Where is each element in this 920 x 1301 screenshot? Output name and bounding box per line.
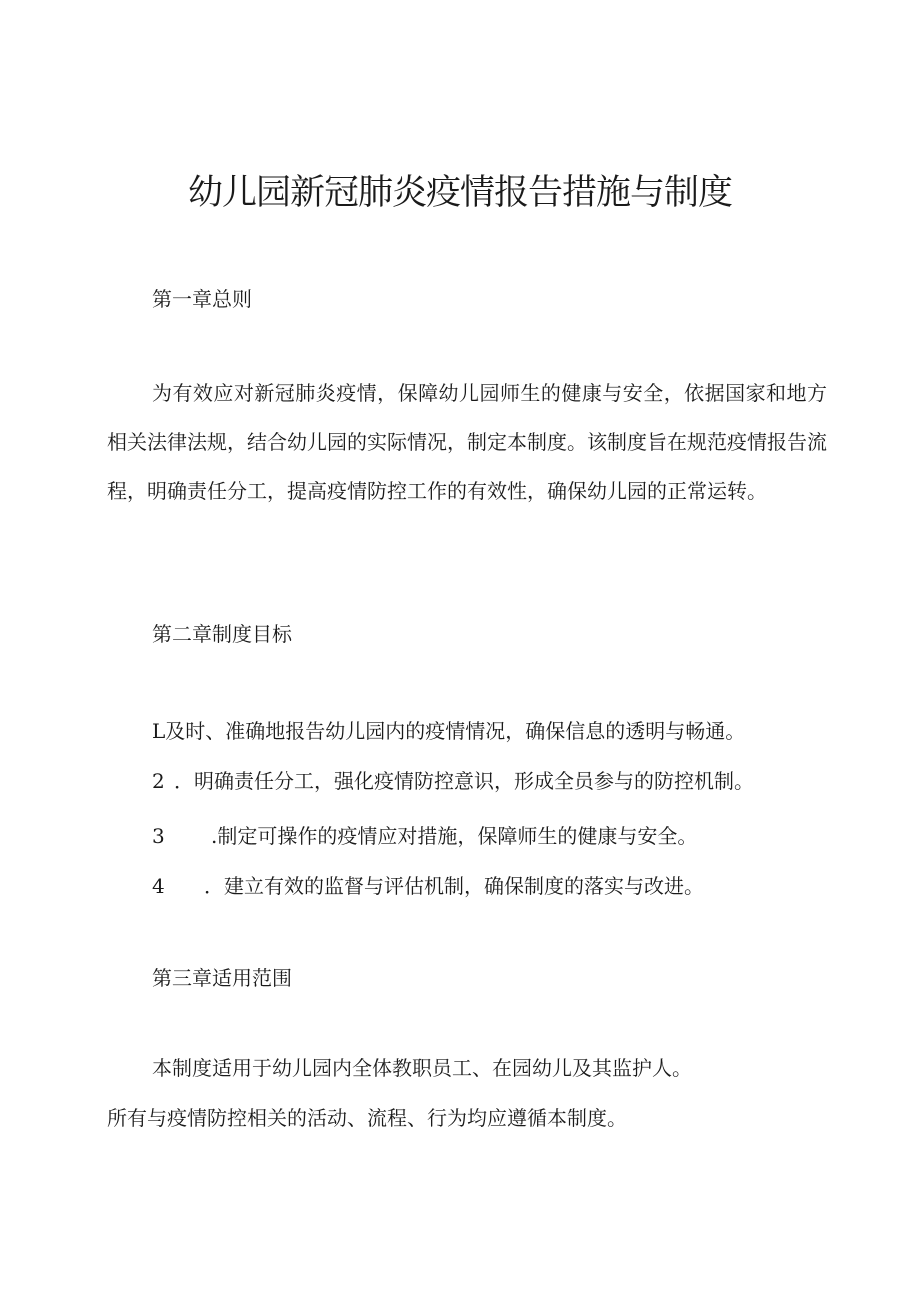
goal-item-3-text: .制定可操作的疫情应对措施，保障师生的健康与安全。 [211,824,698,848]
goal-item-2-text: ．明确责任分工，强化疫情防控意识，形成全员参与的防控机制。 [174,769,754,793]
scope-line-2: 所有与疫情防控相关的活动、流程、行为均应遵循本制度。 [107,1106,627,1130]
goal-item-4 [152,873,704,899]
goal-item-3-number: 3 [152,824,165,848]
goal-item-3 [152,823,697,849]
goal-item-4-text: ．建立有效的监督与评估机制，确保制度的落实与改进。 [204,874,704,898]
document-title: 幼儿园新冠肺炎疫情报告措施与制度 [187,173,732,213]
goal-item-1 [152,718,745,744]
goal-item-2-number: 2 [152,769,165,793]
chapter-1-paragraph: 为有效应对新冠肺炎疫情，保障幼儿园师生的健康与安全，依据国家和地方相关法律法规，结合幼儿园的实际情况，制定本制度。该制度旨在规范疫情报告流程，明确责任分工，提高疫情防控工作的有效性，确保幼儿园的正常运转。 [107,381,827,503]
chapter-3-heading: 第三章适用范围 [152,966,292,990]
goal-item-2 [152,768,754,794]
chapter-1-heading: 第一章总则 [152,287,252,311]
scope-line-1: 本制度适用于幼儿园内全体教职员工、在园幼儿及其监护人。 [152,1056,692,1080]
goal-item-1-number: L [152,719,166,743]
chapter-2-heading: 第二章制度目标 [152,622,292,646]
goal-item-4-number: 4 [152,874,165,898]
goal-item-1-text: 及时、准确地报告幼儿园内的疫情情况，确保信息的透明与畅通。 [165,719,746,743]
